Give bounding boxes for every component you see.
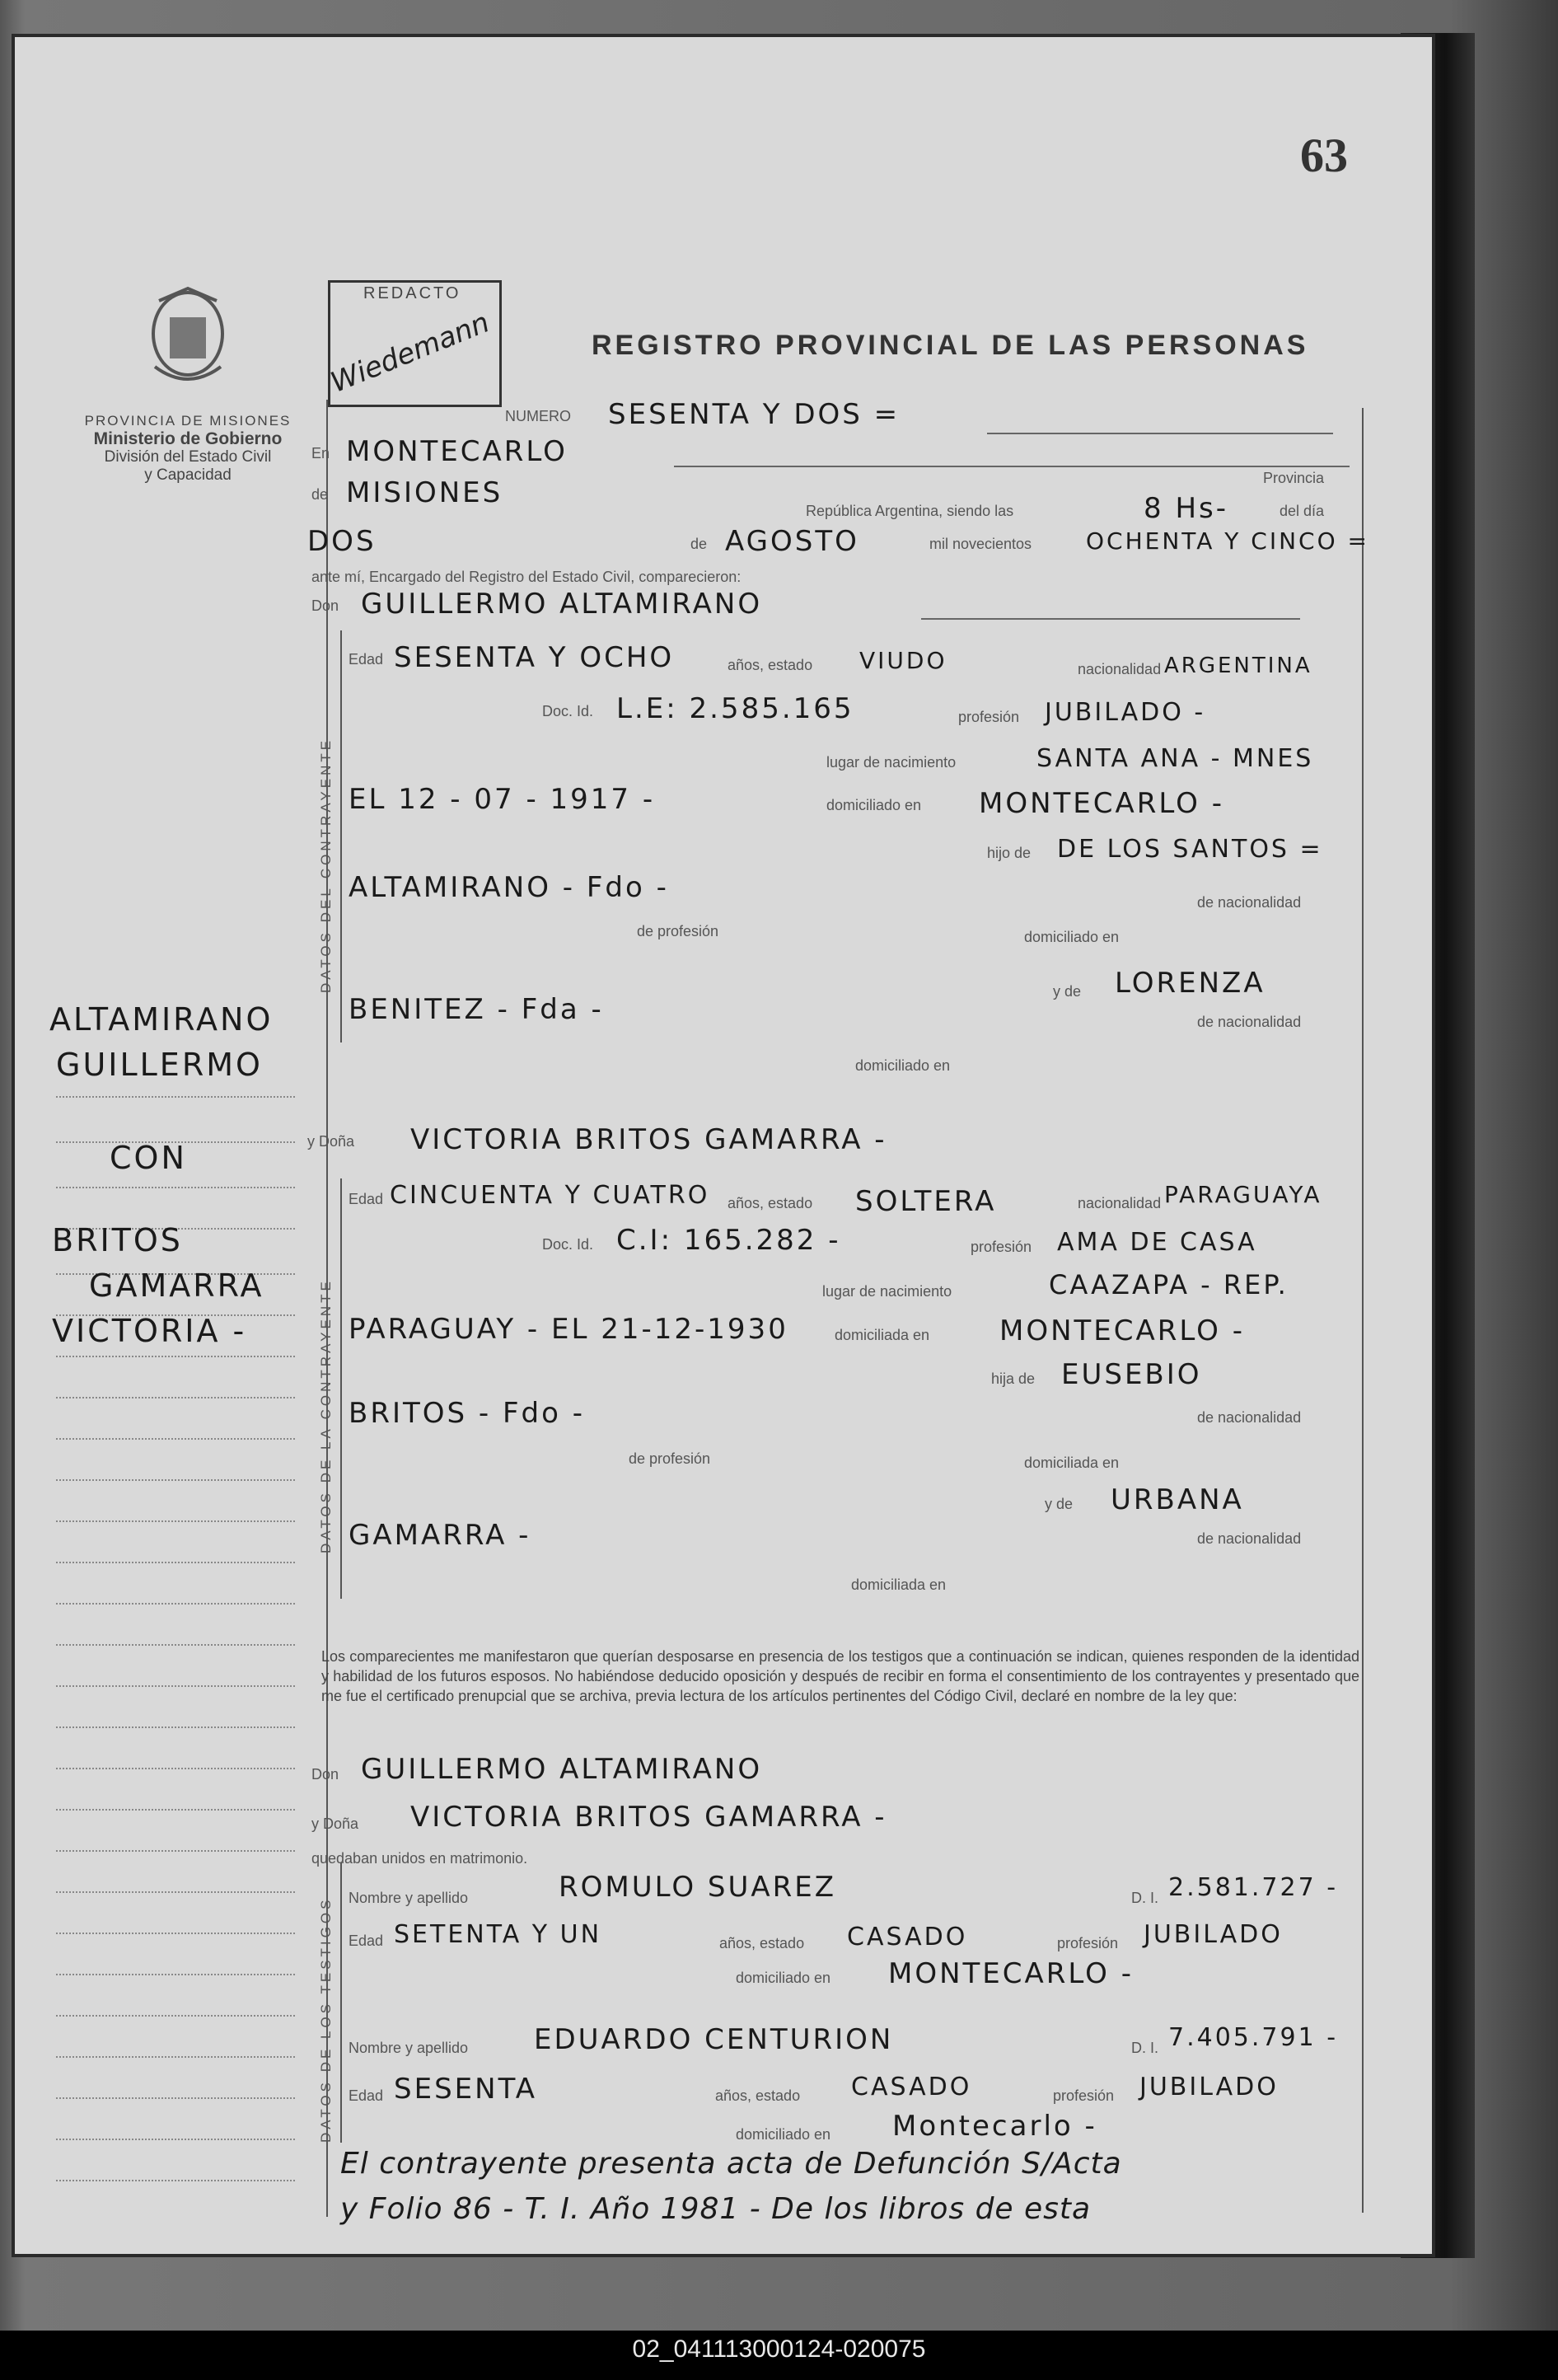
de-label: de <box>311 486 329 503</box>
groom-status: VIUDO <box>859 647 947 674</box>
groom-section-label: DATOS DEL CONTRAYENTE <box>318 737 334 993</box>
bride-profession: AMA DE CASA <box>1057 1228 1257 1257</box>
bride-name-declared: VICTORIA BRITOS GAMARRA - <box>410 1801 887 1834</box>
bride-age: CINCUENTA Y CUATRO <box>390 1181 710 1210</box>
margin-rule <box>56 1562 295 1563</box>
hour: 8 Hs- <box>1144 492 1228 525</box>
note-line: y Folio 86 - T. I. Año 1981 - De los libros de esta <box>340 2192 1092 2226</box>
numero-label: NUMERO <box>505 408 571 424</box>
nacionalidad-label: de nacionalidad <box>1197 1409 1302 1426</box>
witness1-age: SETENTA Y UN <box>394 1920 602 1949</box>
groom-name-declared: GUILLERMO ALTAMIRANO <box>361 1753 763 1786</box>
margin-name-line: BRITOS <box>52 1222 183 1258</box>
witness-section-border <box>340 1862 342 2143</box>
witness1-status: CASADO <box>847 1923 968 1951</box>
quedaban-label: quedaban unidos en matrimonio. <box>311 1850 528 1867</box>
margin-rule <box>56 1974 295 1975</box>
hija-label: hija de <box>991 1370 1036 1387</box>
margin-rule <box>56 2097 295 2099</box>
right-frame-line <box>1362 408 1364 2213</box>
lugar-label: lugar de nacimiento <box>822 1283 952 1300</box>
bride-mother: URBANA <box>1111 1483 1244 1516</box>
di-label: D. I. <box>1131 2040 1159 2056</box>
rule <box>987 433 1333 434</box>
mil-label: mil novecientos <box>929 536 1032 552</box>
bride-name: VICTORIA BRITOS GAMARRA - <box>410 1123 887 1156</box>
groom-father: DE LOS SANTOS = <box>1057 835 1323 864</box>
page-title: REGISTRO PROVINCIAL DE LAS PERSONAS <box>592 330 1309 361</box>
declaration-paragraph: Los comparecientes me manifestaron que querían desposarse en presencia de los testigos que a continuación se indican, quienes responden de la identidad y habilidad de los futuros esposos. No habiéndose deducido oposición y después de recibir en forma el consentimiento de los contrayentes y presentado que me fue el certificado prenupcial que se archiva, previa lectura de los artículos pertinentes del Código Civil, declaré en nombre de la ley que: <box>321 1648 1359 1704</box>
margin-name-line: GUILLERMO <box>56 1047 263 1083</box>
ministry-line: y Capacidad <box>144 466 232 484</box>
groom-profession: JUBILADO - <box>1045 698 1206 727</box>
del-dia-label: del día <box>1280 503 1325 519</box>
bride-domicile: MONTECARLO - <box>999 1314 1245 1347</box>
nacionalidad-label: nacionalidad <box>1078 661 1162 677</box>
groom-nationality: ARGENTINA <box>1164 654 1312 678</box>
don-label: Don <box>311 597 339 614</box>
profesion-label: profesión <box>1057 1935 1119 1951</box>
month: AGOSTO <box>725 525 859 558</box>
nacionalidad-label: de nacionalidad <box>1197 1014 1302 1030</box>
groom-mother-surname: BENITEZ - Fda - <box>349 993 604 1026</box>
bride-section-label: DATOS DE LA CONTRAYENTE <box>318 1278 334 1553</box>
redacto-signature: Wiedemann <box>325 306 494 400</box>
provincial-seal-icon <box>138 284 237 391</box>
anos-label: años, estado <box>719 1935 805 1951</box>
edad-label: Edad <box>349 1933 384 1949</box>
margin-name-line: GAMARRA <box>89 1267 264 1304</box>
domiciliada-label: domiciliada en <box>851 1577 947 1593</box>
margin-name-line: ALTAMIRANO <box>49 1001 274 1038</box>
profesion-label: de profesión <box>629 1450 711 1467</box>
witness1-name: ROMULO SUAREZ <box>559 1871 837 1904</box>
witness-section-label: DATOS DE LOS TESTIGOS <box>318 1896 334 2143</box>
rule <box>674 466 1350 467</box>
witness1-di: 2.581.727 - <box>1168 1873 1339 1902</box>
groom-domicile: MONTECARLO - <box>979 787 1224 820</box>
margin-rule <box>56 1809 295 1811</box>
groom-mother: LORENZA <box>1115 967 1266 1000</box>
witness2-domicile: Montecarlo - <box>892 2110 1097 2143</box>
profesion-label: profesión <box>971 1239 1032 1255</box>
anos-label: años, estado <box>728 1195 813 1211</box>
year: OCHENTA Y CINCO = <box>1086 527 1369 555</box>
note-line: El contrayente presenta acta de Defunción S/Acta <box>340 2147 1122 2181</box>
nacionalidad-label: de nacionalidad <box>1197 1530 1302 1547</box>
margin-rule <box>56 1644 295 1646</box>
margin-rule <box>56 1438 295 1440</box>
profesion-label: profesión <box>1053 2087 1115 2104</box>
margin-rule <box>56 2139 295 2140</box>
bride-father: EUSEBIO <box>1061 1358 1202 1391</box>
redacto-label: REDACTO <box>363 284 461 302</box>
margin-rule <box>56 1850 295 1852</box>
margin-rule <box>56 1726 295 1728</box>
image-caption: 02_041113000124-020075 <box>632 2335 926 2363</box>
anos-label: años, estado <box>715 2087 801 2104</box>
margin-rule <box>56 2180 295 2181</box>
domiciliado-label: domiciliado en <box>736 2126 831 2143</box>
nombre-label: Nombre y apellido <box>349 2040 469 2056</box>
bride-section-border <box>340 1178 342 1599</box>
doc-label: Doc. Id. <box>542 703 594 719</box>
rule <box>921 618 1300 620</box>
domiciliada-label: domiciliada en <box>1024 1455 1120 1471</box>
witness1-domicile: MONTECARLO - <box>888 1957 1134 1990</box>
domiciliada-label: domiciliada en <box>835 1327 930 1343</box>
bride-father-surname: BRITOS - Fdo - <box>349 1397 585 1430</box>
ante-label: ante mí, Encargado del Registro del Estado Civil, comparecieron: <box>311 569 742 585</box>
nacionalidad-label: de nacionalidad <box>1197 894 1302 911</box>
margin-name-line: VICTORIA - <box>52 1313 247 1349</box>
bride-birthplace: CAAZAPA - REP. <box>1049 1269 1289 1300</box>
groom-doc: L.E: 2.585.165 <box>616 692 854 725</box>
groom-birthdate: EL 12 - 07 - 1917 - <box>349 783 656 816</box>
margin-rule <box>56 2015 295 2017</box>
witness2-di: 7.405.791 - <box>1168 2023 1339 2052</box>
register-page <box>15 37 1432 2254</box>
doc-label: Doc. Id. <box>542 1236 594 1253</box>
ministry-line: Ministerio de Gobierno <box>93 429 283 448</box>
dona-label: y Doña <box>307 1133 355 1150</box>
domiciliado-label: domiciliado en <box>826 797 922 813</box>
witness2-age: SESENTA <box>394 2073 537 2106</box>
witness2-status: CASADO <box>851 2073 972 2101</box>
anos-label: años, estado <box>728 657 813 673</box>
margin-rule <box>56 1685 295 1687</box>
witness1-profession: JUBILADO <box>1144 1920 1283 1949</box>
groom-name: GUILLERMO ALTAMIRANO <box>361 588 763 621</box>
margin-rule <box>56 1891 295 1893</box>
witness2-profession: JUBILADO <box>1139 2073 1279 2101</box>
provincia-label: Provincia <box>1263 470 1325 486</box>
nacionalidad-label: nacionalidad <box>1078 1195 1162 1211</box>
edad-label: Edad <box>349 1191 384 1207</box>
margin-rule <box>56 1096 295 1098</box>
domiciliado-label: domiciliado en <box>855 1057 951 1074</box>
margin-rule <box>56 1768 295 1769</box>
groom-section-border <box>340 630 342 1042</box>
act-number: SESENTA Y DOS = <box>608 398 901 431</box>
groom-age: SESENTA Y OCHO <box>394 641 675 674</box>
day: DOS <box>307 525 377 558</box>
bride-nationality: PARAGUAYA <box>1164 1181 1322 1208</box>
margin-rule <box>56 1187 295 1188</box>
bride-status: SOLTERA <box>855 1185 997 1218</box>
ministry-header <box>56 412 320 485</box>
margin-rule <box>56 1356 295 1357</box>
profesion-label: de profesión <box>637 923 719 939</box>
margin-name-line: CON <box>110 1140 187 1176</box>
bride-mother-surname: GAMARRA - <box>349 1519 531 1552</box>
republica-label: República Argentina, siendo las <box>806 503 1014 519</box>
hijo-label: hijo de <box>987 845 1032 861</box>
margin-rule <box>56 1520 295 1522</box>
redacto-stamp <box>325 280 502 407</box>
margin-rule <box>56 1603 295 1605</box>
groom-birthplace: SANTA ANA - MNES <box>1036 744 1314 773</box>
groom-father-surname: ALTAMIRANO - Fdo - <box>349 871 669 904</box>
de-label-2: de <box>690 536 708 552</box>
province: MISIONES <box>346 476 503 509</box>
margin-rule <box>56 1933 295 1934</box>
domiciliado-label: domiciliado en <box>1024 929 1120 945</box>
page-number: 63 <box>1300 129 1348 182</box>
di-label: D. I. <box>1131 1890 1159 1906</box>
margin-rule <box>56 1397 295 1398</box>
y-de-label: y de <box>1053 983 1082 1000</box>
nombre-label: Nombre y apellido <box>349 1890 469 1906</box>
edad-label: Edad <box>349 2087 384 2104</box>
place: MONTECARLO <box>346 435 568 468</box>
margin-rule <box>56 2056 295 2058</box>
en-label: En <box>311 445 330 461</box>
bride-birthdate: PARAGUAY - EL 21-12-1930 <box>349 1313 788 1346</box>
y-de-label: y de <box>1045 1496 1074 1512</box>
ministry-line: División del Estado Civil <box>104 448 272 466</box>
bride-doc: C.I: 165.282 - <box>616 1224 841 1257</box>
edad-label: Edad <box>349 651 384 668</box>
margin-rule <box>56 1479 295 1481</box>
dona-label: y Doña <box>311 1815 359 1832</box>
ministry-line: PROVINCIA DE MISIONES <box>84 413 292 429</box>
witness2-name: EDUARDO CENTURION <box>534 2023 894 2056</box>
don-label: Don <box>311 1766 339 1783</box>
domiciliado-label: domiciliado en <box>736 1970 831 1986</box>
profesion-label: profesión <box>958 709 1020 725</box>
lugar-label: lugar de nacimiento <box>826 754 957 771</box>
